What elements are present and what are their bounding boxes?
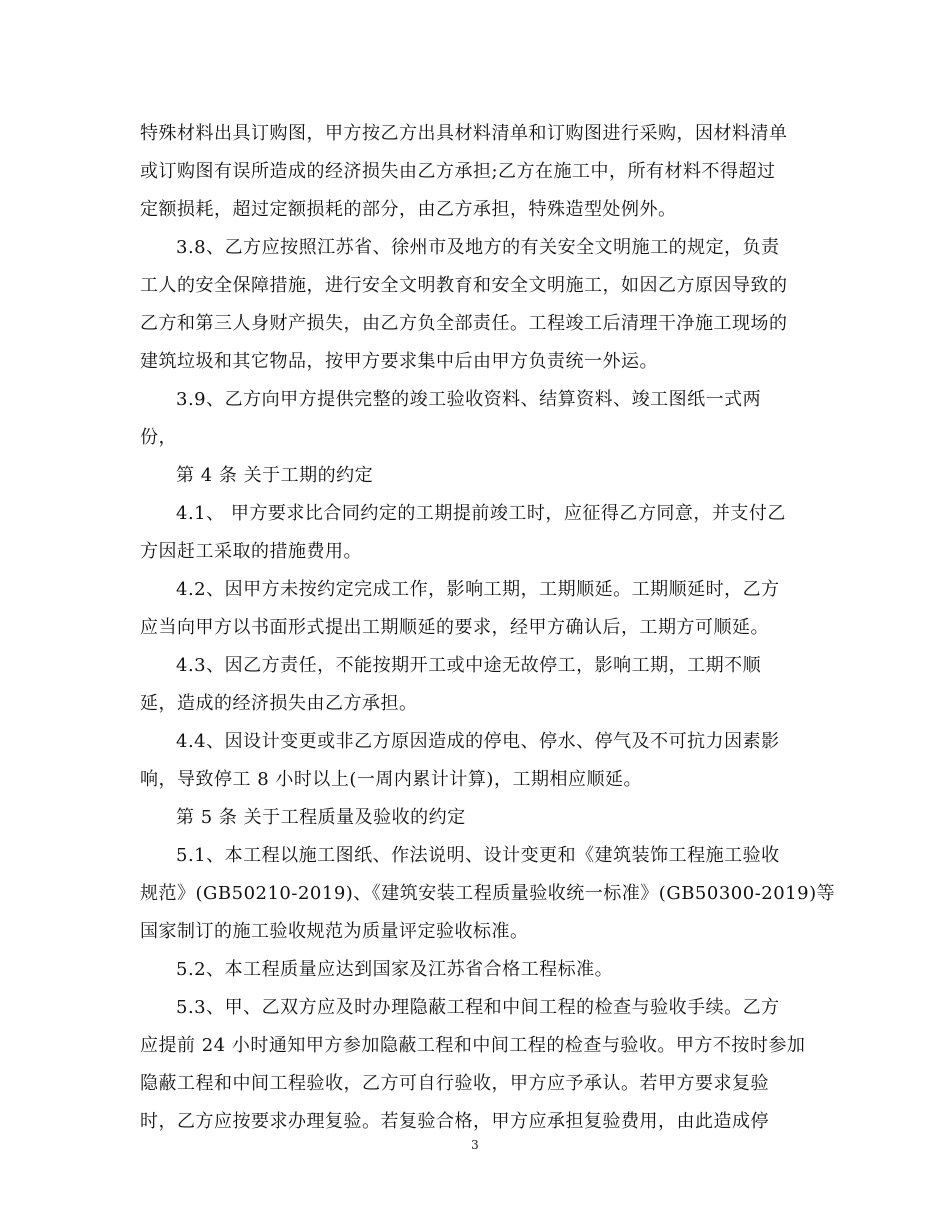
text-line: 4.4、因设计变更或非乙方原因造成的停电、停水、停气及不可抗力因素影 bbox=[176, 731, 780, 752]
text-line: 5.1、本工程以施工图纸、作法说明、设计变更和《建筑装饰工程施工验收 bbox=[176, 845, 780, 866]
text-line: 乙方和第三人身财产损失，由乙方负全部责任。工程竣工后清理干净施工现场的 bbox=[140, 313, 788, 334]
text-line: 特殊材料出具订购图，甲方按乙方出具材料清单和订购图进行采购，因材料清单 bbox=[140, 123, 788, 144]
text-line: 建筑垃圾和其它物品，按甲方要求集中后由甲方负责统一外运。 bbox=[140, 351, 658, 372]
section-heading: 第 4 条 关于工期的约定 bbox=[176, 465, 374, 486]
page-number: 3 bbox=[471, 1138, 479, 1152]
text-line: 3.9、乙方向甲方提供完整的竣工验收资料、结算资料、竣工图纸一式两 bbox=[176, 389, 762, 410]
text-line: 工人的安全保障措施，进行安全文明教育和安全文明施工，如因乙方原因导致的 bbox=[140, 275, 788, 296]
text-line: 5.2、本工程质量应达到国家及江苏省合格工程标准。 bbox=[176, 959, 614, 980]
text-line: 份， bbox=[140, 427, 177, 448]
text-line: 应当向甲方以书面形式提出工期顺延的要求，经甲方确认后，工期方可顺延。 bbox=[140, 617, 769, 638]
text-line: 3.8、乙方应按照江苏省、徐州市及地方的有关安全文明施工的规定，负责 bbox=[176, 237, 780, 258]
text-line: 5.3、甲、乙双方应及时办理隐蔽工程和中间工程的检查与验收手续。乙方 bbox=[176, 997, 780, 1018]
text-line: 定额损耗，超过定额损耗的部分，由乙方承担，特殊造型处例外。 bbox=[140, 199, 677, 220]
text-line: 时，乙方应按要求办理复验。若复验合格，甲方应承担复验费用，由此造成停 bbox=[140, 1111, 769, 1132]
text-line: 方因赶工采取的措施费用。 bbox=[140, 541, 362, 562]
text-line: 4.2、因甲方未按约定完成工作，影响工期，工期顺延。工期顺延时，乙方 bbox=[176, 579, 780, 600]
text-line: 响，导致停工 8 小时以上(一周内累计计算)，工期相应顺延。 bbox=[140, 769, 642, 790]
text-line: 4.1、 甲方要求比合同约定的工期提前竣工时，应征得乙方同意，并支付乙 bbox=[176, 503, 786, 524]
text-line: 延，造成的经济损失由乙方承担。 bbox=[140, 693, 418, 714]
text-line: 规范》(GB50210-2019)、《建筑安装工程质量验收统一标准》(GB50300-2019)等 bbox=[140, 883, 836, 904]
text-line: 或订购图有误所造成的经济损失由乙方承担;乙方在施工中，所有材料不得超过 bbox=[140, 161, 776, 182]
text-line: 隐蔽工程和中间工程验收，乙方可自行验收，甲方应予承认。若甲方要求复验 bbox=[140, 1073, 769, 1094]
text-line: 应提前 24 小时通知甲方参加隐蔽工程和中间工程的检查与验收。甲方不按时参加 bbox=[140, 1035, 806, 1056]
section-heading: 第 5 条 关于工程质量及验收的约定 bbox=[176, 807, 466, 828]
text-line: 4.3、因乙方责任，不能按期开工或中途无故停工，影响工期，工期不顺 bbox=[176, 655, 762, 676]
text-line: 国家制订的施工验收规范为质量评定验收标准。 bbox=[140, 921, 529, 942]
